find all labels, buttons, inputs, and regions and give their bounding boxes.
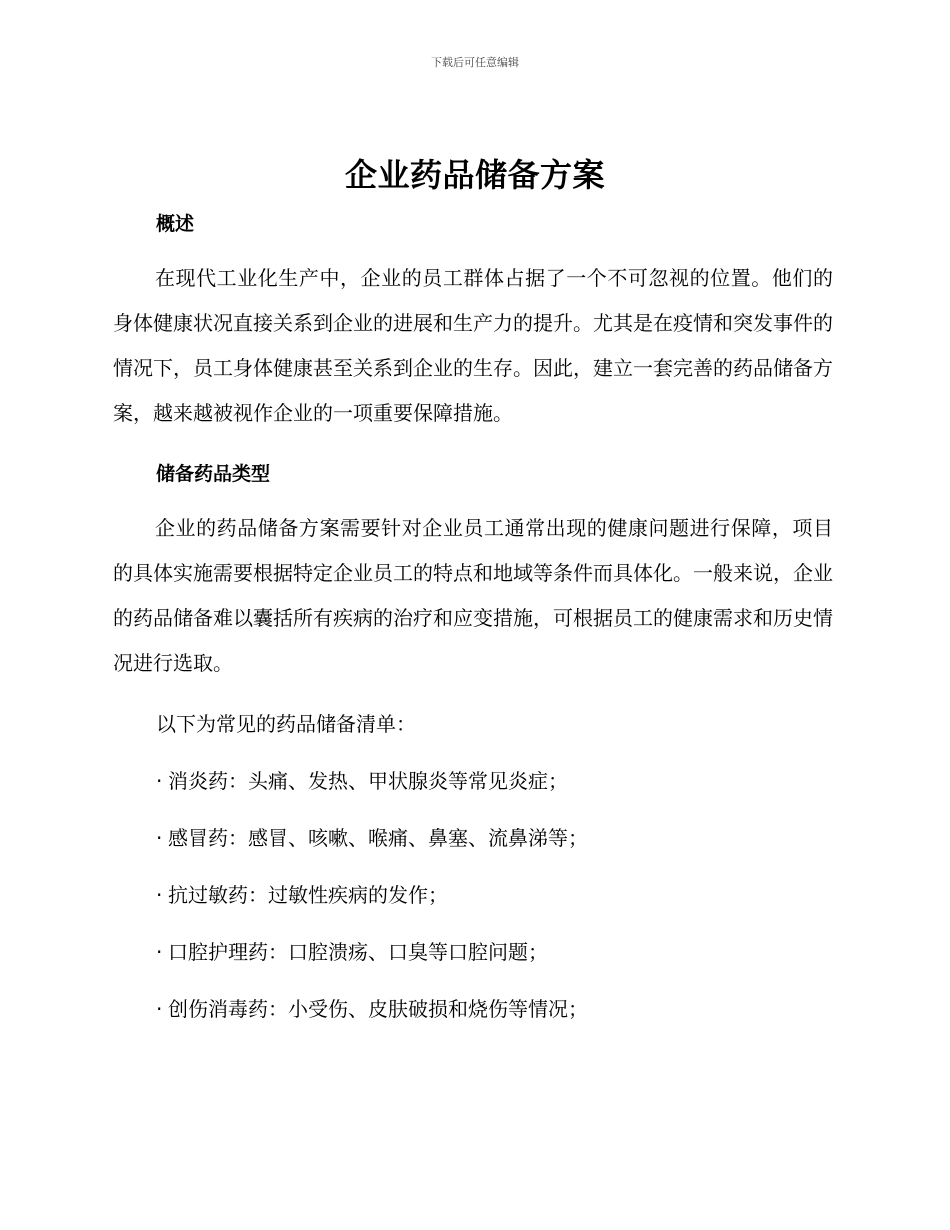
overview-paragraph: 在现代工业化生产中，企业的员工群体占据了一个不可忽视的位置。他们的身体健康状况直接关系到企业的进展和生产力的提升。尤其是在疫情和突发事件的情况下，员工身体健康甚至关系到企业的生存。因此，建立一套完善的药品储备方案，越来越被视作企业的一项重要保障措施。 — [113, 266, 833, 425]
drug-types-heading: 储备药品类型 — [156, 463, 271, 485]
list-item — [156, 993, 588, 1022]
document-title: 企业药品储备方案 — [344, 156, 605, 194]
list-item-text: 消炎药：头痛、发热、甲状腺炎等常见炎症； — [168, 769, 568, 793]
list-item-text: 创伤消毒药：小受伤、皮肤破损和烧伤等情况； — [168, 997, 588, 1021]
bullet-icon: · — [156, 769, 163, 793]
bullet-icon: · — [156, 826, 163, 850]
list-item — [156, 879, 448, 908]
bullet-icon: · — [156, 997, 163, 1021]
header-note: 下载后可任意编辑 — [431, 56, 519, 69]
overview-heading: 概述 — [156, 213, 195, 235]
list-item-text: 口腔护理药：口腔溃疡、口臭等口腔问题； — [168, 940, 548, 964]
bullet-icon: · — [156, 940, 163, 964]
drug-types-paragraph: 企业的药品储备方案需要针对企业员工通常出现的健康问题进行保障，项目的具体实施需要根据特定企业员工的特点和地域等条件而具体化。一般来说，企业的药品储备难以囊括所有疾病的治疗和应变措施，可根据员工的健康需求和历史情况进行选取。 — [113, 516, 833, 675]
list-item-text: 感冒药：感冒、咳嗽、喉痛、鼻塞、流鼻涕等； — [168, 826, 588, 850]
bullet-icon: · — [156, 883, 163, 907]
list-item — [156, 822, 588, 851]
list-item — [156, 936, 548, 965]
list-item — [156, 765, 568, 794]
list-item-text: 抗过敏药：过敏性疾病的发作； — [168, 883, 448, 907]
list-intro: 以下为常见的药品储备清单： — [156, 712, 416, 736]
